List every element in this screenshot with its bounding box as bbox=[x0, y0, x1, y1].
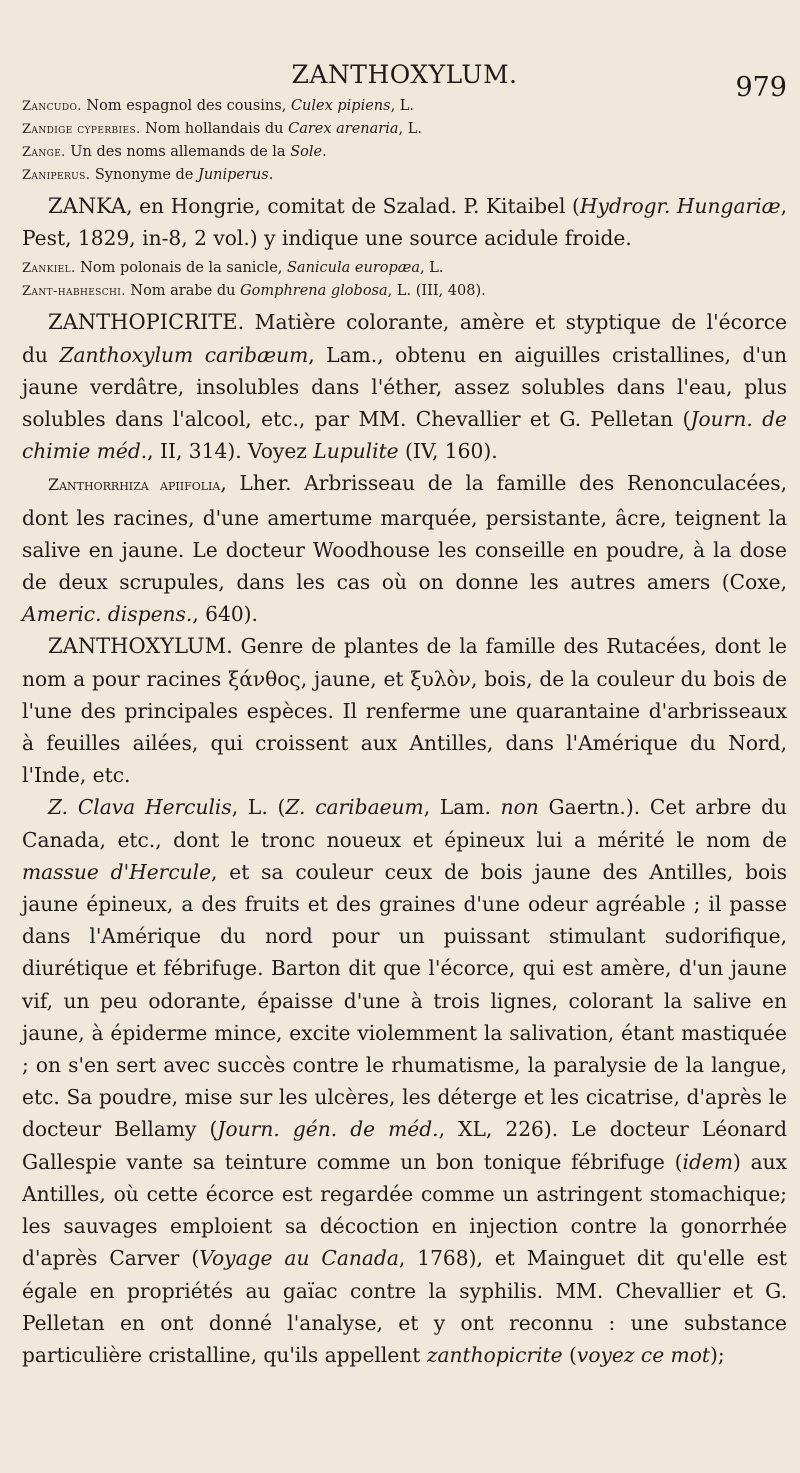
work-title: Hydrogr. Hungariæ bbox=[579, 194, 781, 218]
cross-reference: Lupulite bbox=[313, 439, 399, 464]
taxon-name: Culex pipiens bbox=[290, 98, 391, 114]
entry-text: , et sa couleur ceux de bois jaune des Antilles, bois jaune épineux, a des fruits et des graines d'une odeur agréable ; il passe dans l'Amérique du nord pour un puissant stimulant sudorifique, diurétique et fébrifuge. Barton dit que l'écorce, qui est amère, d'un jaune vif, un peu odorante, épaisse d'une à trois lignes, colorant la salive en jaune, à épiderme mince, excite violemment la salivation, étant mastiquée ; on s'en sert avec succès contre le rhumatisme, la paralysie de la langue, etc. Sa poudre, mise sur les ulcères, les déterge et les cicatrise, d'après le docteur Bellamy ( bbox=[22, 859, 787, 1142]
headword: Zanthorrhiza apiifolia bbox=[48, 475, 221, 495]
headword: Zankiel. bbox=[22, 261, 76, 277]
entry-text: , Lher. Arbrisseau de la famille des Renonculacées, dont les racines, d'une amertume marquée, persistante, âcre, teignent la salive en jaune. Le docteur Woodhouse les conseille en poudre, à la dose de deux scrupules, dans les cas où on donne les autres amers (Coxe, bbox=[22, 471, 787, 595]
entry-text: Synonyme de bbox=[90, 167, 198, 183]
entry-text: , 1768), et Mainguet dit qu'elle est égale en propriétés au gaïac contre la syphilis. MM. Chevallier et G. Pelletan en ont donné l'analyse, et y ont reconnu : une substance particulière cristalline, qu'ils appellent bbox=[22, 1246, 787, 1367]
entry-text: Nom hollandais du bbox=[140, 121, 289, 137]
entry-clava-herculis bbox=[22, 791, 787, 1371]
entry-zant-habheschi bbox=[22, 280, 787, 303]
headword: ZANTHOPICRITE. bbox=[48, 310, 245, 335]
entry-zaniperus bbox=[22, 164, 787, 187]
entry-text: ) aux Antilles, où cette écorce est regardée comme un astringent stomachique; les sauvages emploient sa décoction en injection contre la gonorrhée d'après Carver ( bbox=[22, 1149, 788, 1271]
headword: Zant-habheschi. bbox=[22, 284, 126, 300]
entry-zanthorrhiza bbox=[22, 467, 787, 630]
entry-text: , Lam. bbox=[423, 795, 501, 820]
headword: ZANTHOXYLUM. bbox=[48, 634, 233, 659]
work-title: Voyage au Canada bbox=[199, 1246, 399, 1271]
entry-zange bbox=[22, 141, 787, 164]
entry-text: Un des noms allemands de la bbox=[65, 144, 291, 160]
entry-text: . bbox=[268, 167, 274, 183]
entry-text: , Lam., obtenu en aiguilles cristallines, d'un jaune verdâtre, insolubles dans l'éther, assez solubles dans l'eau, plus solubles dans l'alcool, etc., par MM. Chevallier et G. Pelletan ( bbox=[22, 342, 787, 432]
entry-text: , L. ( bbox=[231, 795, 286, 820]
entry-text: Nom arabe du bbox=[125, 283, 241, 300]
taxon-name: Zanthoxylum caribæum bbox=[59, 342, 309, 367]
taxon-name: Sanicula europæa bbox=[287, 260, 421, 277]
common-name: massue d'Hercule bbox=[22, 859, 212, 884]
work-title: Journ. de chimie méd. bbox=[22, 407, 787, 464]
entry-text: Gaertn.). Cet arbre du Canada, etc., dont le tronc noueux et épineux lui a mérité le nom de bbox=[22, 795, 787, 852]
running-title: ZANTHOXYLUM. bbox=[291, 60, 518, 89]
entry-zanthopicrite bbox=[22, 306, 787, 467]
entry-zandige bbox=[22, 118, 787, 141]
entry-text: Nom polonais de la sanicle, bbox=[75, 260, 287, 277]
entry-text: , L. (III, 408). bbox=[387, 283, 486, 300]
headword: Zaniperus. bbox=[22, 168, 91, 183]
entry-text: Genre de plantes de la famille des Rutacées, dont le nom a pour racines ξάνθος, jaune, et ξυλὸν, bois, de la couleur du bois de l'une des principales espèces. Il renferme une quarantaine d'arbrisseaux à feuilles ailées, qui croissent aux Antilles, dans l'Amérique du Nord, l'Inde, etc. bbox=[22, 634, 787, 788]
headword: ZANKA bbox=[48, 194, 127, 218]
taxon-name: Sole bbox=[290, 144, 323, 160]
taxon-name: Juniperus bbox=[198, 167, 269, 183]
entry-zanka bbox=[22, 190, 787, 254]
work-title: Journ. gén. de méd. bbox=[217, 1117, 439, 1142]
entry-text: . bbox=[322, 144, 327, 160]
species-name: Z. caribaeum bbox=[285, 795, 424, 820]
work-title: Americ. dispens. bbox=[22, 602, 193, 627]
entry-text: , 640). bbox=[192, 602, 258, 627]
taxon-name: Carex arenaria bbox=[288, 121, 399, 137]
page-number: 979 bbox=[735, 72, 787, 103]
headword: Zandige cyperbies. bbox=[22, 122, 141, 137]
entry-text: , II, 314). Voyez bbox=[147, 439, 314, 464]
page-header bbox=[22, 0, 787, 103]
headword: Zancudo. bbox=[22, 99, 82, 114]
entry-text: (IV, 160). bbox=[398, 439, 498, 464]
entry-zancudo bbox=[22, 95, 787, 118]
entry-text: Nom espagnol des cousins, bbox=[81, 98, 291, 114]
entry-text: , L. bbox=[420, 260, 444, 277]
entry-text: , Pest, 1829, in-8, 2 vol.) y indique une source acidule froide. bbox=[22, 194, 787, 251]
headword: Zange. bbox=[22, 145, 66, 160]
entry-text: , L. bbox=[398, 121, 422, 137]
species-name: Z. Clava Herculis bbox=[48, 795, 232, 820]
page bbox=[22, 0, 787, 1371]
entry-text: ); bbox=[709, 1342, 725, 1367]
entry-text: , XL, 226). Le docteur Léonard Gallespie vante sa teinture comme un bon tonique fébrifuge ( bbox=[22, 1117, 787, 1174]
entry-text: , en Hongrie, comitat de Szalad. P. Kitaibel ( bbox=[126, 194, 580, 218]
entry-text: ( bbox=[562, 1342, 577, 1367]
taxon-name: Gomphrena globosa bbox=[240, 283, 388, 300]
entry-zanthoxylum bbox=[22, 630, 787, 791]
entry-text: , L. bbox=[390, 98, 415, 114]
italic-word: non bbox=[500, 795, 539, 820]
entry-zankiel bbox=[22, 257, 787, 280]
entry-text: Matière colorante, amère et styptique de l'écorce du bbox=[22, 310, 787, 367]
cross-reference: zanthopicrite bbox=[426, 1342, 563, 1367]
italic-word: voyez ce mot bbox=[576, 1342, 710, 1367]
italic-word: idem bbox=[682, 1149, 733, 1174]
